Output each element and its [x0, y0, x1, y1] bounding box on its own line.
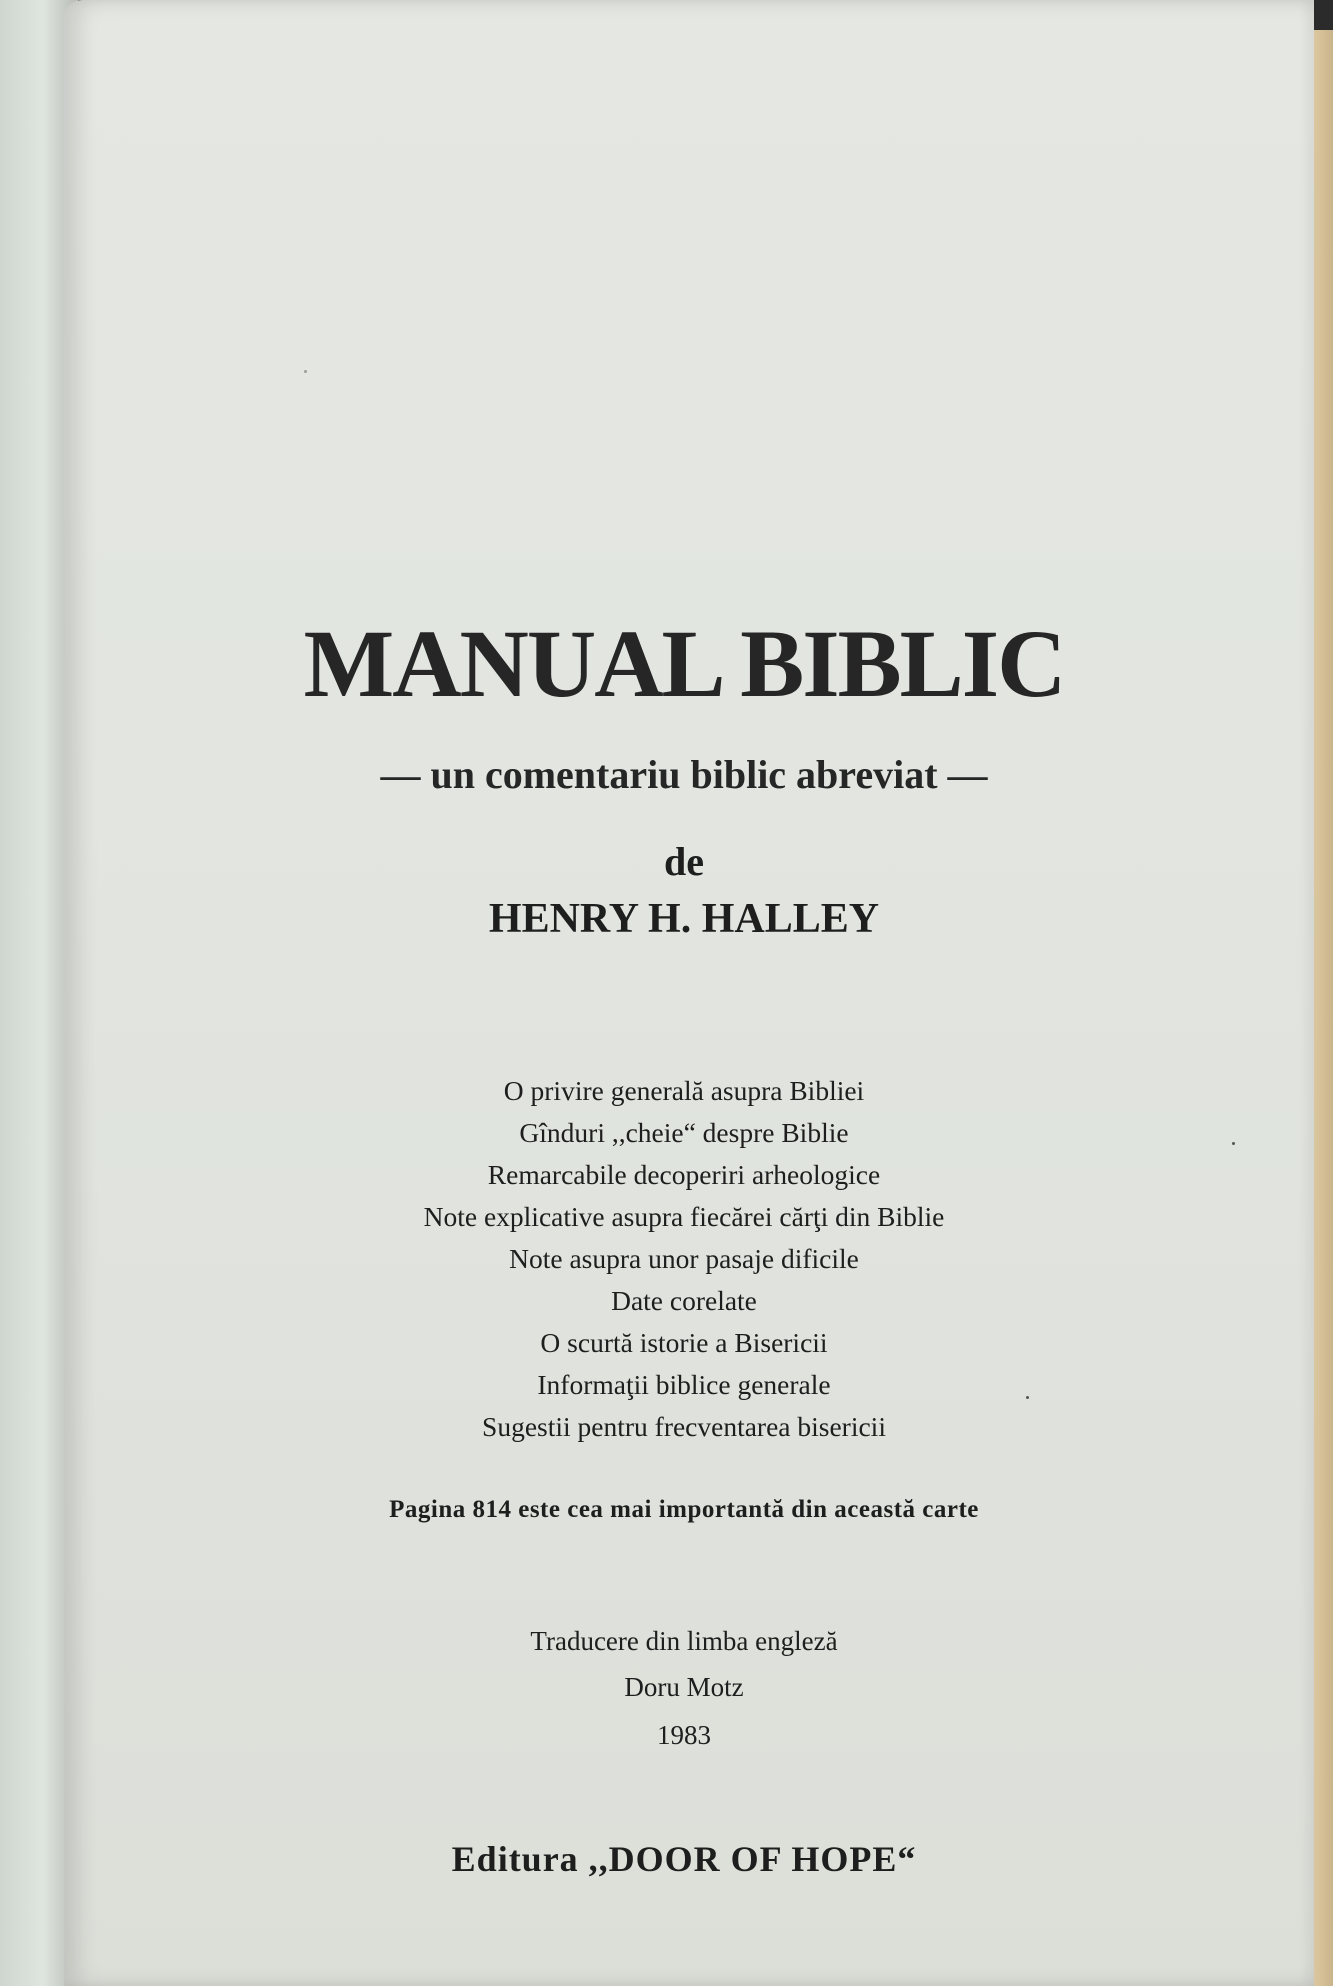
feature-item: Remarcabile decoperiri arheologice: [487, 1159, 881, 1190]
paper-speck: [1232, 1142, 1235, 1145]
feature-list: [64, 1070, 1304, 1448]
publisher-name: Editura ,,DOOR OF HOPE“: [451, 1839, 917, 1879]
feature-item: O privire generală asupra Bibliei: [503, 1075, 865, 1106]
publication-year: 1983: [657, 1720, 711, 1750]
title-page-content: [64, 0, 1314, 1986]
feature-item: Informaţii biblice generale: [537, 1369, 831, 1400]
paper-speck: [304, 370, 307, 373]
important-note: Pagina 814 este cea mai importantă din această carte: [389, 1496, 979, 1523]
feature-item: Note asupra unor pasaje dificile: [509, 1243, 859, 1274]
book-title: MANUAL BIBLIC: [303, 610, 1065, 717]
feature-item: Sugestii pentru frecventarea bisericii: [482, 1411, 886, 1442]
translation-note: Traducere din limba engleză: [530, 1626, 838, 1656]
feature-item: Date corelate: [611, 1285, 757, 1316]
title-page: [64, 0, 1314, 1986]
by-line: de: [664, 839, 704, 884]
feature-item: O scurtă istorie a Bisericii: [540, 1327, 828, 1358]
paper-speck: [1026, 1396, 1029, 1399]
book-subtitle: — un comentariu biblic abreviat —: [380, 752, 988, 797]
translator-name: Doru Motz: [624, 1672, 744, 1702]
feature-item: Note explicative asupra fiecărei cărţi din Biblie: [423, 1201, 945, 1232]
author-name: HENRY H. HALLEY: [488, 896, 880, 942]
feature-item: Gînduri ,,cheie“ despre Biblie: [519, 1117, 849, 1148]
